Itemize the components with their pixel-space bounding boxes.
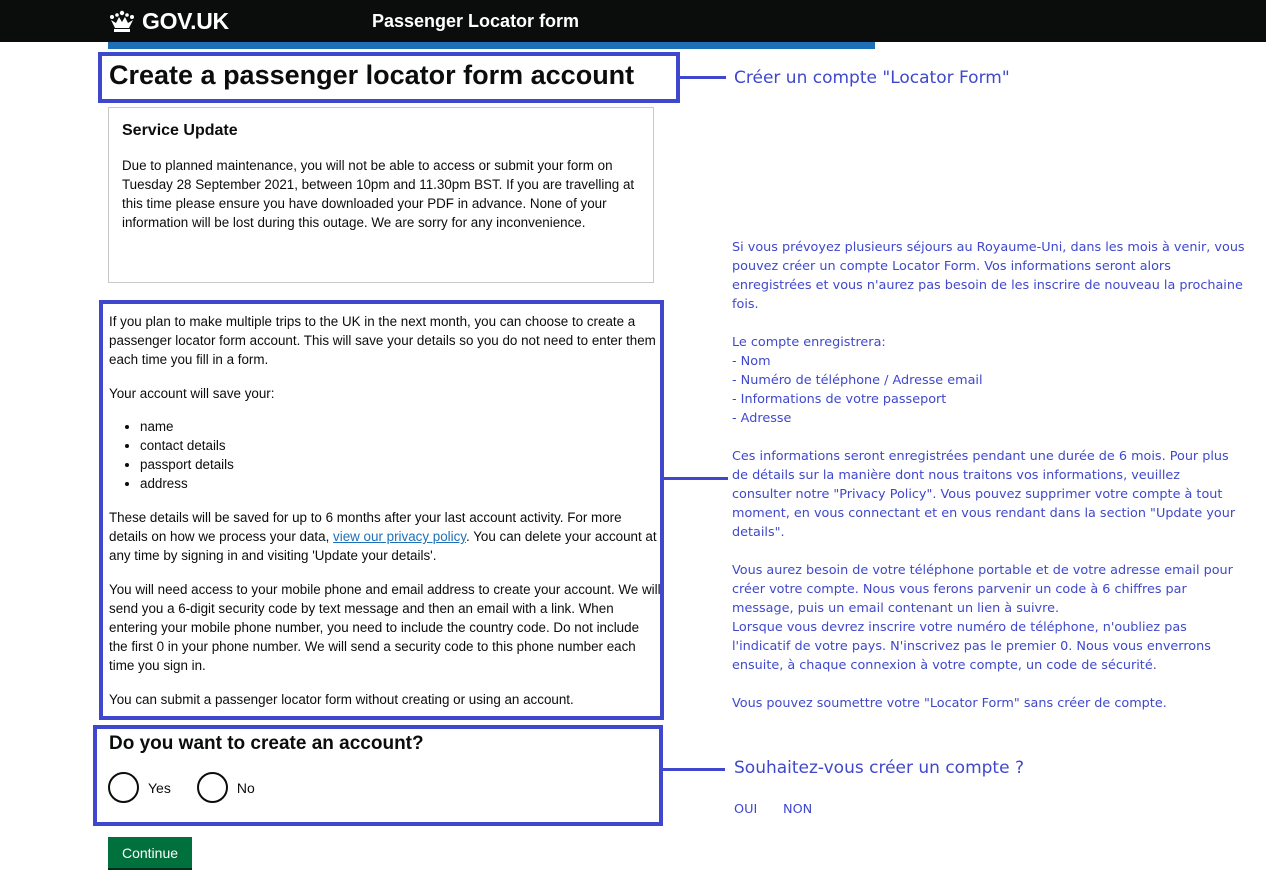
service-update-title: Service Update (122, 122, 238, 139)
radio-yes-circle[interactable] (108, 772, 139, 803)
annotation-paragraph (732, 333, 1252, 428)
crown-icon (108, 10, 136, 34)
annotation-line: consulter notre "Privacy Policy". Vous pouvez supprimer votre compte à tout (732, 487, 1223, 502)
annotation-paragraph (732, 561, 1252, 675)
privacy-text-after: . You can delete your account at any time by signing in and visiting 'Update your details'. (109, 529, 657, 563)
intro-paragraph (109, 508, 661, 565)
annotation-line-title (680, 76, 726, 79)
annotation-line: Le compte enregistrera: (732, 335, 886, 350)
annotation-line: message, puis un email contenant un lien à suivre. (732, 601, 1060, 616)
service-name-link[interactable]: Passenger Locator form (372, 11, 580, 31)
radio-yes[interactable] (108, 772, 171, 803)
annotation-line: - Adresse (732, 411, 792, 426)
intro-paragraph: If you plan to make multiple trips to the UK in the next month, you can choose to create a passenger locator form account. This will save your details so you do not need to enter them each time you fill in a form. (109, 314, 656, 367)
create-account-radios (108, 772, 281, 803)
service-update-body: Due to planned maintenance, you will not be able to access or submit your form on Tuesday 28 September 2021, between 10pm and 11.30pm BST. If you are travelling at this time please ensure you have downloaded your PDF in advance. None of your information will be lost during this outage. We are sorry for any inconvenience. (122, 158, 635, 230)
annotation-line: ensuite, à chaque connexion à votre compte, un code de sécurité. (732, 658, 1157, 673)
annotation-line: - Numéro de téléphone / Adresse email (732, 373, 983, 388)
annotation-line-intro (664, 477, 728, 480)
list-item: • name (140, 417, 661, 436)
annotation-line: Vous pouvez soumettre votre "Locator Form" sans créer de compte. (732, 696, 1167, 711)
annotation-paragraph (732, 447, 1252, 542)
annotation-oui: OUI (734, 802, 758, 817)
annotation-line: enregistrées et vous n'aurez pas besoin de les inscrire de nouveau la prochaine (732, 278, 1243, 293)
annotation-paragraph (732, 238, 1252, 314)
radio-no-label[interactable]: No (236, 779, 255, 796)
annotation-line: moment, en vous connectant et en vous rendant dans la section "Update your (732, 506, 1236, 521)
annotation-non: NON (783, 802, 813, 817)
annotation-line: fois. (732, 297, 759, 312)
annotation-line: Ces informations seront enregistrées pendant une durée de 6 mois. Pour plus (732, 449, 1229, 464)
annotation-paragraph (732, 694, 1252, 713)
radio-yes-label[interactable]: Yes (148, 779, 171, 796)
annotation-line: - Informations de votre passeport (732, 392, 947, 407)
annotation-line: de détails sur la manière dont nous traitons vos informations, veuillez (732, 468, 1181, 483)
annotation-title-fr: Créer un compte "Locator Form" (734, 68, 1010, 88)
list-item: • passport details (140, 455, 661, 474)
saved-details-list (140, 417, 661, 493)
header-blue-bar (108, 42, 875, 49)
annotation-line: Si vous prévoyez plusieurs séjours au Royaume-Uni, dans les mois à venir, vous (732, 240, 1245, 255)
annotation-line: - Nom (732, 354, 771, 369)
list-item: • address (140, 474, 661, 493)
list-item: • contact details (140, 436, 661, 455)
create-account-question: Do you want to create an account? (109, 733, 424, 754)
logo-text: GOV.UK (142, 8, 229, 34)
annotation-intro-fr (732, 238, 1252, 732)
privacy-policy-link[interactable]: view our privacy policy (333, 529, 467, 544)
privacy-text-before: These details will be saved for up to 6 months after your last account activity. For more details on how we process your data, (109, 510, 622, 544)
annotation-line: créer votre compte. Nous vous ferons parvenir un code à 6 chiffres par (732, 582, 1187, 597)
annotation-line: Lorsque vous devrez inscrire votre numéro de téléphone, n'oubliez pas (732, 620, 1187, 635)
annotation-line: details". (732, 525, 785, 540)
annotation-line: l'indicatif de votre pays. N'inscrivez pas le premier 0. Nous vous enverrons (732, 639, 1211, 654)
page-title: Create a passenger locator form account (109, 60, 635, 90)
intro-paragraph: You will need access to your mobile phone and email address to create your account. We will send you a 6-digit security code by text message and then an email with a link. When entering your mobile phone number, you need to include the country code. Do not include the first 0 in your phone number. We will send a security code to this phone number each time you sign in. (109, 582, 661, 673)
annotation-question-fr: Souhaitez-vous créer un compte ? (734, 758, 1024, 778)
continue-button[interactable]: Continue (108, 837, 192, 868)
radio-no-circle[interactable] (197, 772, 228, 803)
intro-paragraph: Your account will save your: (109, 386, 275, 401)
intro-section (109, 312, 661, 724)
govuk-logo[interactable] (108, 8, 229, 35)
annotation-line-question (663, 768, 725, 771)
header-bar (0, 0, 1266, 42)
annotation-line: Vous aurez besoin de votre téléphone portable et de votre adresse email pour (732, 563, 1233, 578)
annotation-line: pouvez créer un compte Locator Form. Vos informations seront alors (732, 259, 1171, 274)
radio-no[interactable] (197, 772, 255, 803)
service-update-panel (108, 107, 654, 283)
intro-paragraph: You can submit a passenger locator form without creating or using an account. (109, 692, 574, 707)
